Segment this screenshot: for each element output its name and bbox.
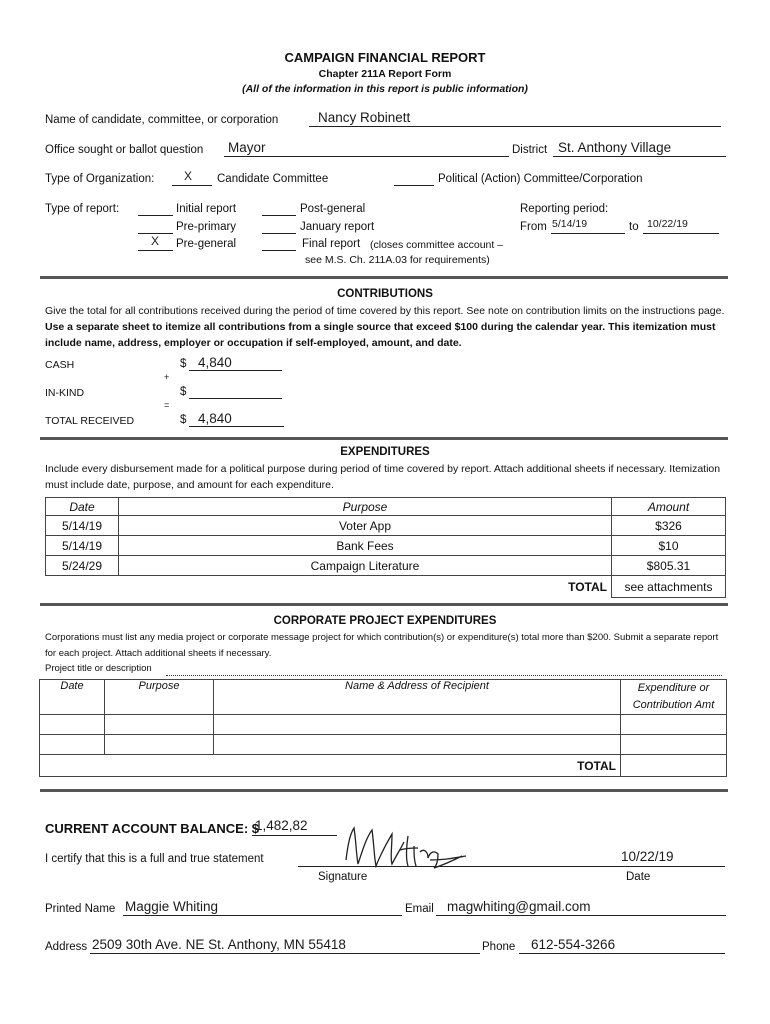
table-row <box>40 735 727 755</box>
table-row <box>46 556 726 576</box>
row-purpose[interactable]: Campaign Literature <box>119 556 612 576</box>
org-pac-checkbox[interactable] <box>394 185 434 186</box>
name-line <box>309 126 721 127</box>
period-from-label: From <box>520 221 547 233</box>
total-received-label: TOTAL RECEIVED <box>45 415 135 427</box>
phone-label: Phone <box>482 941 516 953</box>
corp-cell[interactable] <box>40 715 105 735</box>
org-candidate-line <box>172 185 212 186</box>
org-candidate-label: Candidate Committee <box>217 173 329 185</box>
email-label: Email <box>405 903 434 915</box>
period-to-label: to <box>629 221 639 233</box>
expenditures-text: Include every disbursement made for a political purpose during period of time covered by report. Attach additional sheets if necessary. Itemization must include date, purpose, and amount for each expenditure. <box>45 463 721 491</box>
report-postgeneral-checkbox[interactable] <box>262 215 296 216</box>
corp-col-recipient: Name & Address of Recipient <box>214 680 621 715</box>
corp-col-amount: Expenditure or Contribution Amt <box>621 680 727 715</box>
divider-4 <box>40 789 728 792</box>
cash-field[interactable]: 4,840 <box>198 355 232 370</box>
divider-3 <box>40 603 728 606</box>
corp-cell[interactable] <box>621 715 727 735</box>
certify-label: I certify that this is a full and true statement <box>45 853 264 865</box>
corp-col-purpose: Purpose <box>105 680 214 715</box>
report-pregeneral-checkbox[interactable]: X <box>151 234 160 248</box>
balance-label: CURRENT ACCOUNT BALANCE: $ <box>45 821 260 836</box>
cash-dollar: $ <box>180 358 187 370</box>
report-final-note: (closes committee account – <box>370 239 504 251</box>
report-type-label: Type of report: <box>45 203 120 215</box>
expenditures-heading: EXPENDITURES <box>340 446 430 458</box>
row-amount[interactable]: $805.31 <box>612 556 726 576</box>
period-from-field[interactable]: 5/14/19 <box>552 218 588 230</box>
inkind-label: IN-KIND <box>45 387 85 399</box>
inkind-field[interactable] <box>189 398 282 399</box>
col-date: Date <box>46 498 119 516</box>
project-title-label: Project title or description <box>45 663 152 674</box>
corporate-total-field[interactable] <box>621 755 727 777</box>
contributions-heading: CONTRIBUTIONS <box>337 288 433 300</box>
form-subtitle: Chapter 211A Report Form <box>318 68 452 80</box>
office-line <box>224 156 509 157</box>
table-row <box>46 536 726 556</box>
name-label: Name of candidate, committee, or corporation <box>45 114 279 126</box>
expenditures-total-label: TOTAL <box>119 576 612 598</box>
col-purpose: Purpose <box>119 498 612 516</box>
period-from-line <box>551 233 625 234</box>
row-date[interactable]: 5/14/19 <box>46 536 119 556</box>
phone-line <box>519 953 725 954</box>
printed-name-line <box>123 915 402 916</box>
contributions-text: Give the total for all contributions received during the period of time covered by this report. See note on contribution limits on the instructions page. Use a separate sheet to itemize all contributions from a single source that exceed $100 during the calendar year. This itemization must include name, address, employer or occupation if self-employed, amount, and date. <box>45 305 725 349</box>
report-final-note-2: see M.S. Ch. 211A.03 for requirements) <box>305 254 490 266</box>
report-final-label: Final report <box>302 238 361 250</box>
email-line <box>436 915 726 916</box>
report-initial-checkbox[interactable] <box>138 215 173 216</box>
divider-2 <box>40 437 728 440</box>
address-label: Address <box>45 941 88 953</box>
report-initial-label: Initial report <box>176 203 237 215</box>
report-postgeneral-label: Post-general <box>300 203 366 215</box>
project-title-field[interactable] <box>166 675 722 676</box>
corporate-heading: CORPORATE PROJECT EXPENDITURES <box>273 615 497 627</box>
balance-line <box>252 835 337 836</box>
printed-name-label: Printed Name <box>45 903 116 915</box>
total-received-field[interactable]: 4,840 <box>198 411 232 426</box>
equals-sign: = <box>164 400 170 410</box>
cash-label: CASH <box>45 359 75 371</box>
expenditures-total-field[interactable]: see attachments <box>612 576 726 598</box>
address-field[interactable]: 2509 30th Ave. NE St. Anthony, MN 55418 <box>92 937 346 952</box>
row-amount[interactable]: $10 <box>612 536 726 556</box>
corporate-header-row <box>40 680 727 715</box>
total-dollar: $ <box>180 414 187 426</box>
district-label: District <box>512 144 548 156</box>
email-field[interactable]: magwhiting@gmail.com <box>447 899 591 914</box>
period-to-field[interactable]: 10/22/19 <box>647 218 688 230</box>
report-final-checkbox[interactable] <box>262 250 296 251</box>
plus-sign: + <box>164 372 170 382</box>
corp-cell[interactable] <box>214 715 621 735</box>
inkind-dollar: $ <box>180 386 187 398</box>
cash-line <box>189 370 282 371</box>
report-january-checkbox[interactable] <box>262 233 296 234</box>
row-date[interactable]: 5/14/19 <box>46 516 119 536</box>
expenditures-table <box>45 497 726 598</box>
address-line <box>90 953 480 954</box>
district-line <box>553 156 726 157</box>
expenditures-header-row <box>46 498 726 516</box>
corporate-table <box>39 679 727 777</box>
row-purpose[interactable]: Voter App <box>119 516 612 536</box>
divider-1 <box>40 276 728 279</box>
form-title: CAMPAIGN FINANCIAL REPORT <box>284 50 486 65</box>
office-field[interactable]: Mayor <box>228 140 266 155</box>
report-preprimary-label: Pre-primary <box>176 221 237 233</box>
table-row <box>46 516 726 536</box>
balance-field[interactable]: 1,482,82 <box>255 818 308 833</box>
printed-name-field[interactable]: Maggie Whiting <box>125 899 219 914</box>
corp-cell[interactable] <box>214 735 621 755</box>
row-purpose[interactable]: Bank Fees <box>119 536 612 556</box>
report-pregeneral-line <box>138 250 173 251</box>
row-amount[interactable]: $326 <box>612 516 726 536</box>
expenditures-total-row <box>46 576 726 598</box>
date-field[interactable]: 10/22/19 <box>621 849 674 864</box>
org-type-label: Type of Organization: <box>45 173 155 185</box>
signature-image[interactable] <box>334 822 474 878</box>
reporting-period-label: Reporting period: <box>520 203 609 215</box>
org-candidate-checkbox[interactable]: X <box>184 169 193 183</box>
signature-label: Signature <box>318 871 368 883</box>
corporate-total-label: TOTAL <box>214 755 621 777</box>
corp-cell[interactable] <box>105 715 214 735</box>
period-to-line <box>643 233 719 234</box>
corporate-text: Corporations must list any media project or corporate message project for which contribution(s) or expenditure(s) total more than $200. Submit a separate report for each project. Attach additional sheets if necessary. <box>45 632 719 659</box>
report-pregeneral-label: Pre-general <box>176 238 237 250</box>
district-field[interactable]: St. Anthony Village <box>558 140 672 155</box>
org-pac-label: Political (Action) Committee/Corporation <box>438 173 643 185</box>
report-january-label: January report <box>300 221 375 233</box>
corp-cell[interactable] <box>621 735 727 755</box>
corporate-total-row <box>40 755 727 777</box>
table-row <box>40 715 727 735</box>
col-amount: Amount <box>612 498 726 516</box>
name-field[interactable]: Nancy Robinett <box>318 110 411 125</box>
office-label: Office sought or ballot question <box>45 144 204 156</box>
total-received-line <box>189 426 284 427</box>
row-date[interactable]: 5/24/29 <box>46 556 119 576</box>
phone-field[interactable]: 612-554-3266 <box>531 937 616 952</box>
date-label: Date <box>626 871 651 883</box>
corp-cell[interactable] <box>105 735 214 755</box>
corp-col-date: Date <box>40 680 105 715</box>
corp-cell[interactable] <box>40 735 105 755</box>
form-note: (All of the information in this report is public information) <box>242 83 528 95</box>
